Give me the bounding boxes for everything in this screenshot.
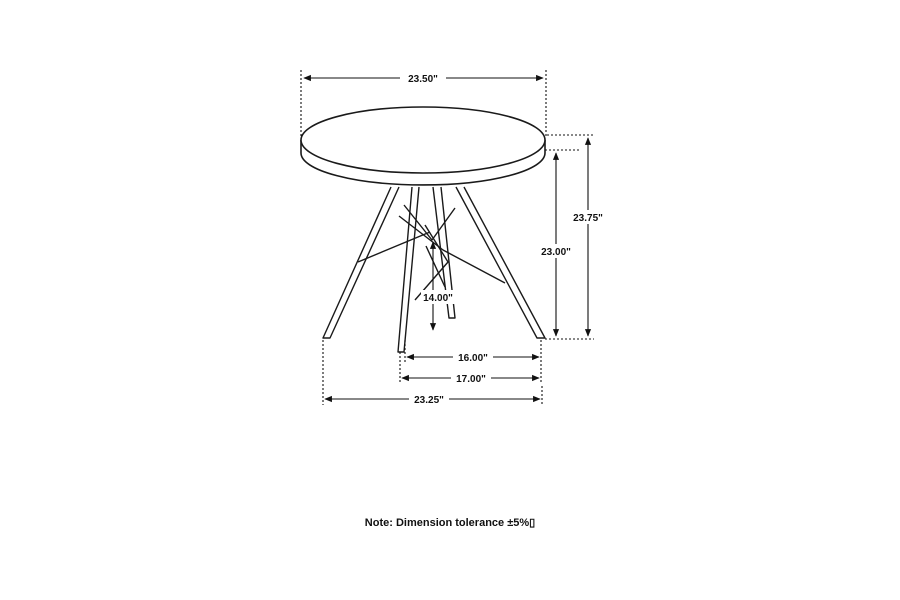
tabletop — [301, 107, 545, 185]
table-illustration — [301, 107, 545, 352]
label-leg-height: 23.00" — [541, 247, 571, 258]
hairpin-legs — [323, 187, 545, 352]
label-base-span: 23.25" — [414, 395, 444, 406]
label-overall-height: 23.75" — [573, 213, 603, 224]
tolerance-note: Note: Dimension tolerance ±5%▯ — [364, 517, 536, 529]
label-top-width: 23.50" — [408, 74, 438, 85]
label-mid-span: 17.00" — [456, 374, 486, 385]
label-inner-span: 16.00" — [458, 353, 488, 364]
label-center-height: 14.00" — [423, 293, 453, 304]
